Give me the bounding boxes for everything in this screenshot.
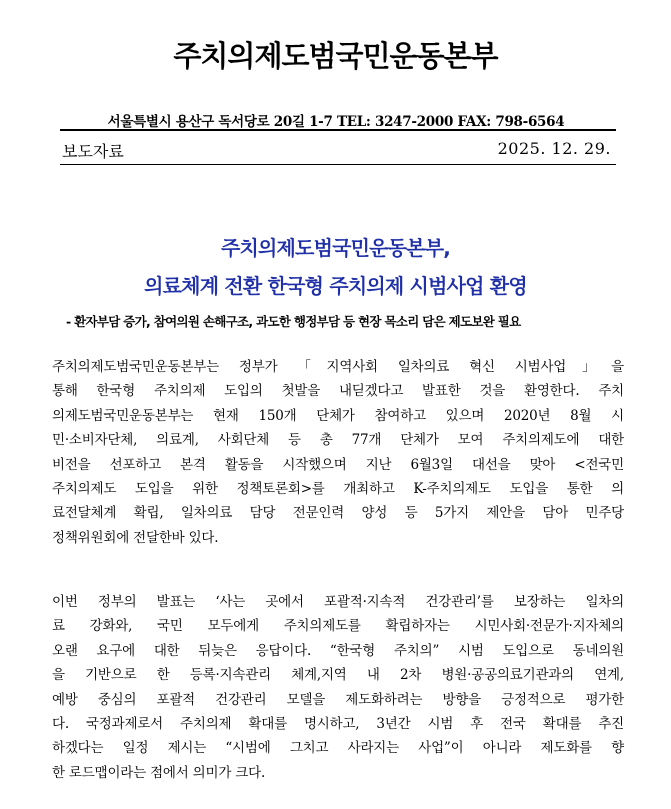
paragraph-line: 오랜 요구에 대한 뒤늦은 응답이다. “한국형 주치의” 시범 도입으로 동네의원 xyxy=(52,642,624,659)
paragraph-line: 하겠다는 일정 제시는 “시범에 그치고 사라지는 사업”이 아니라 제도화를 향 xyxy=(52,740,624,757)
paragraph-line: 비전을 선포하고 본격 활동을 시작했으며 지난 6월3일 대선을 맞아 <전국민 xyxy=(52,456,624,473)
document-type-label: 보도자료 xyxy=(62,142,124,161)
body-paragraph-1 xyxy=(52,355,624,550)
headline-line-2: 의료체계 전환 한국형 주치의제 시범사업 환영 xyxy=(144,274,527,298)
paragraph-line: 한 로드맵이라는 점에서 의미가 크다. xyxy=(52,764,266,781)
paragraph-line: 의제도범국민운동본부는 현재 150개 단체가 참여하고 있으며 2020년 8월 시 xyxy=(52,407,624,424)
paragraph-line: 이번 정부의 발표는 ‘사는 곳에서 포괄적·지속적 건강관리’를 보장하는 일차의 xyxy=(52,594,624,610)
header-divider-top xyxy=(60,129,616,131)
paragraph-line: 다. 국정과제로서 주치의제 확대를 명시하고, 3년간 시범 후 전국 확대를 추진 xyxy=(52,716,624,733)
release-date: 2025. 12. 29. xyxy=(497,139,611,158)
paragraph-line: 료 강화와, 국민 모두에게 주치의제도를 확립하자는 시민사회·전문가·지자체의 xyxy=(52,618,624,635)
subheadline: - 환자부담 증가, 참여의원 손해구조, 과도한 행정부담 등 현장 목소리 담은 제도보완 필요 xyxy=(66,314,521,329)
paragraph-line: 정책위원회에 전달한바 있다. xyxy=(52,529,219,546)
paragraph-line: 을 기반으로 한 등록·지속관리 체계,지역 내 2차 병원·공공의료기관과의 연계, xyxy=(52,667,624,684)
organization-title: 주치의제도범국민운동본부 xyxy=(173,39,498,73)
paragraph-line: 통해 한국형 주치의제 도입의 첫발을 내딛겠다고 발표한 것을 환영한다. 주치 xyxy=(52,383,624,400)
paragraph-line: 료전달체계 확립, 일차의료 담당 전문인력 양성 등 5가지 제안을 담아 민주당 xyxy=(52,505,624,522)
paragraph-line: 민·소비자단체, 의료계, 사회단체 등 총 77개 단체가 모여 주치의제도에 대한 xyxy=(52,432,624,449)
paragraph-line: 주치의제도 도입을 위한 정책토론회>를 개최하고 K-주치의제도 도입을 통한 의 xyxy=(52,481,624,498)
paragraph-line: 예방 중심의 포괄적 건강관리 모델을 제도화하려는 방향을 긍정적으로 평가한 xyxy=(52,691,624,708)
headline-line-1: 주치의제도범국민운동본부, xyxy=(220,236,451,260)
organization-address: 서울특별시 용산구 독서당로 20길 1-7 TEL: 3247-2000 FAX: 798-6564 xyxy=(107,114,565,130)
body-paragraph-2 xyxy=(52,590,624,785)
paragraph-line: 주치의제도범국민운동본부는 정부가 「지역사회 일차의료 혁신 시범사업」을 xyxy=(52,359,624,375)
header-divider-bottom xyxy=(60,164,616,165)
